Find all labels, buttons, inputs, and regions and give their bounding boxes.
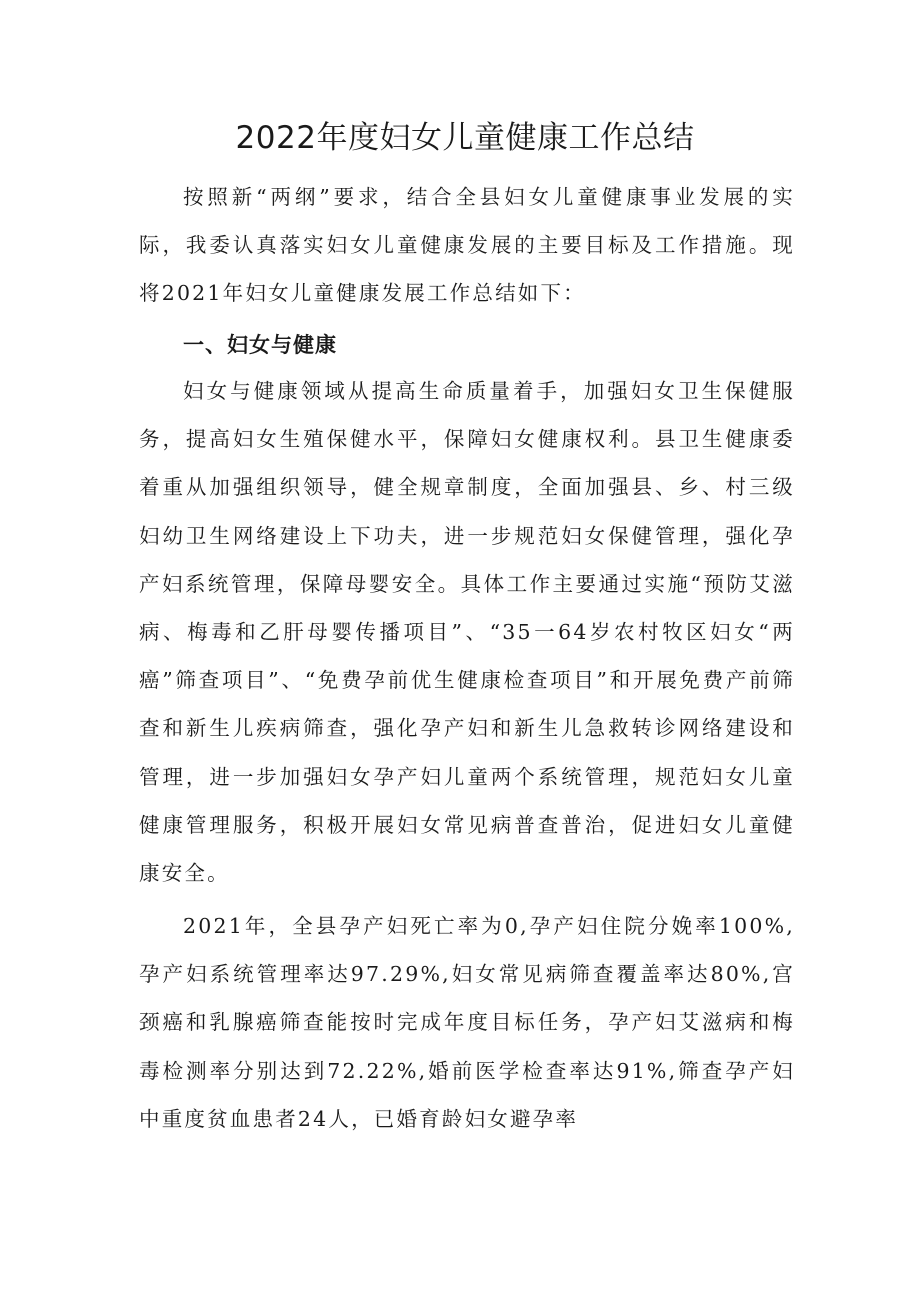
document-title: 2022年度妇女儿童健康工作总结 [235,120,695,156]
women-health-paragraph: 妇女与健康领域从提高生命质量着手，加强妇女卫生保健服务，提高妇女生殖保健水平，保障妇女健康权利。县卫生健康委着重从加强组织领导，健全规章制度，全面加强县、乡、村三级妇幼卫生网络建设上下功夫，进一步规范妇女保健管理，强化孕产妇系统管理，保障母婴安全。具体工作主要通过实施“预防艾滋病、梅毒和乙肝母婴传播项目”、“35一64岁农村牧区妇女“两癌”筛查项目”、“免费孕前优生健康检查项目”和开展免费产前筛查和新生儿疾病筛查，强化孕产妇和新生儿急救转诊网络建设和管理，进一步加强妇女孕产妇儿童两个系统管理，规范妇女儿童健康管理服务，积极开展妇女常见病普查普治，促进妇女儿童健康安全。 [139,379,795,886]
section-heading-women-health: 一、妇女与健康 [183,333,337,357]
statistics-paragraph: 2021年，全县孕产妇死亡率为0,孕产妇住院分娩率100%,孕产妇系统管理率达97.29%,妇女常见病筛查覆盖率达80%,宫颈癌和乳腺癌筛查能按时完成年度目标任务，孕产妇艾滋病和梅毒检测率分别达到72.22%,婚前医学检查率达91%,筛查孕产妇中重度贫血患者24人，已婚育龄妇女避孕率 [139,914,795,1131]
intro-paragraph: 按照新“两纲”要求，结合全县妇女儿童健康事业发展的实际，我委认真落实妇女儿童健康发展的主要目标及工作措施。现将2021年妇女儿童健康发展工作总结如下： [139,185,795,306]
